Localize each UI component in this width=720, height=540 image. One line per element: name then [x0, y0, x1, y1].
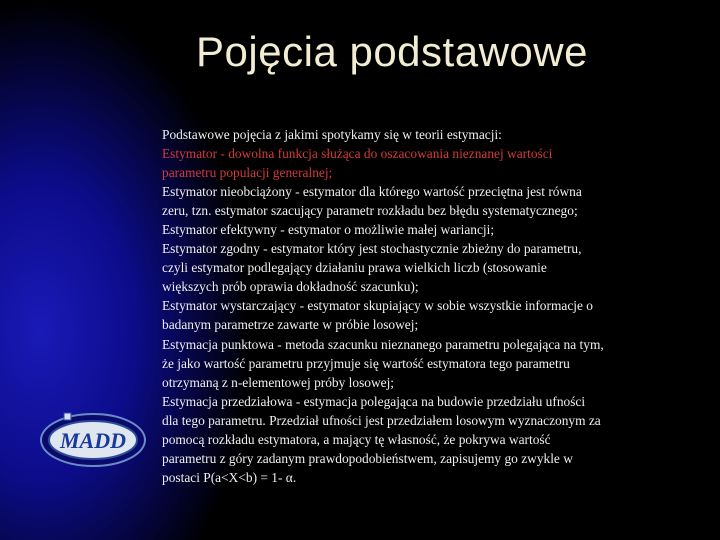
body-line: zeru, tzn. estymator szacujący parametr rozkładu bez błędu systematycznego; — [162, 203, 578, 219]
body-line: postaci P(a<X<b) = 1- α. — [162, 469, 297, 485]
body-line: Estymator efektywny - estymator o możliwie małej wariancji; — [162, 222, 495, 238]
body-line: otrzymaną z n-elementowej próby losowej; — [162, 374, 395, 390]
body-line: Estymator - dowolna funkcja służąca do oszacowania nieznanej wartości — [162, 146, 553, 162]
body-line: Estymacja przedziałowa - estymacja polegająca na budowie przedziału ufności — [162, 393, 586, 409]
body-line: parametru populacji generalnej; — [162, 165, 333, 181]
slide-title: Pojęcia podstawowe — [196, 28, 588, 75]
body-line: Estymacja punktowa - metoda szacunku nieznanego parametru polegająca na tym, — [162, 336, 604, 352]
body-line: badanym parametrze zawarte w próbie losowej; — [162, 317, 419, 333]
body-line: Estymator nieobciążony - estymator dla którego wartość przeciętna jest równa — [162, 184, 582, 200]
body-line: czyli estymator podlegający działaniu prawa wielkich liczb (stosowanie — [162, 260, 547, 276]
madd-logo — [38, 407, 148, 471]
body-line: parametru z góry zadanym prawdopodobieństwem, zapisujemy go zwykle w — [162, 450, 573, 466]
body-line: dla tego parametru. Przedział ufności jest przedziałem losowym wyznaczonym za — [162, 412, 601, 428]
body-line: Podstawowe pojęcia z jakimi spotykamy się w teorii estymacji: — [162, 127, 502, 142]
body-line: że jako wartość parametru przyjmuje się wartość estymatora tego parametru — [162, 355, 570, 371]
body-line: większych prób oprawia dokładność szacunku); — [162, 279, 419, 295]
logo-text: MADD — [59, 428, 127, 453]
slide-body — [162, 125, 702, 487]
body-line: Estymator wystarczający - estymator skupiający w sobie wszystkie informacje o — [162, 298, 593, 314]
body-line: Estymator zgodny - estymator który jest stochastycznie zbieżny do parametru, — [162, 241, 582, 257]
body-line: pomocą rozkładu estymatora, a mający tę własność, że pokrywa wartość — [162, 431, 551, 447]
